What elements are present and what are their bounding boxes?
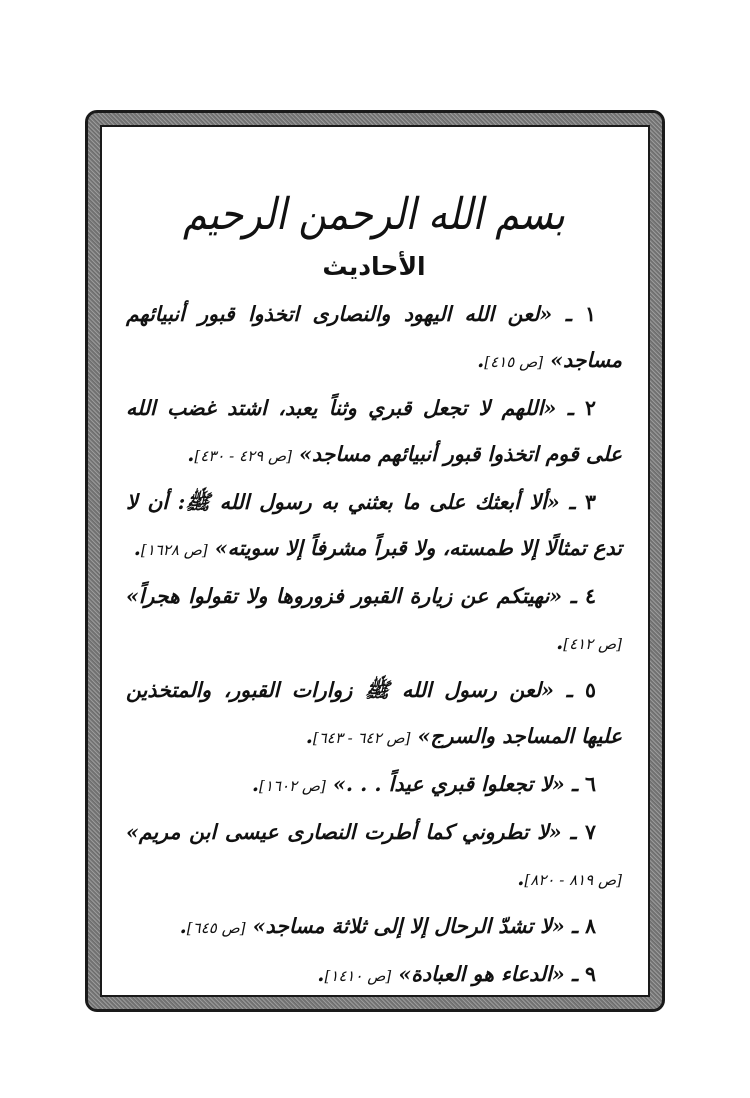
hadith-item (126, 479, 622, 573)
hadith-end: . (556, 630, 564, 654)
hadith-number: ٢ (584, 396, 596, 420)
hadith-item (126, 667, 622, 761)
hadith-end: . (179, 914, 187, 938)
hadith-reference: [ص ٤٢٩ - ٤٣٠] (194, 447, 292, 465)
hadith-number: ١ (585, 302, 597, 326)
page-content (126, 189, 622, 999)
hadith-item (126, 903, 622, 951)
hadith-reference: [ص ٤١٢] (563, 635, 622, 653)
basmala-heading: بسم الله الرحمن الرحيم (183, 188, 565, 240)
hadith-item (126, 291, 622, 385)
hadith-text: ـ «لا تجعلوا قبري عيداً . . .» (333, 772, 578, 796)
hadith-end: . (251, 772, 260, 796)
hadith-reference: [ص ٨١٩ - ٨٢٠] (524, 871, 622, 889)
hadith-number: ٨ (584, 914, 596, 938)
hadith-text: ـ «لعن الله اليهود والنصارى اتخذوا قبور أنبيائهم مساجد» (126, 302, 622, 372)
hadith-text: ـ «لا تشدّ الرحال إلا إلى ثلاثة مساجد» (252, 914, 578, 938)
hadith-reference: [ص ٦٤٥] (186, 919, 246, 937)
hadith-text: ـ «لا تطروني كما أطرت النصارى عيسى ابن مريم» (126, 820, 577, 844)
hadith-number: ٤ (584, 584, 596, 608)
hadith-end: . (317, 962, 325, 986)
hadith-item (126, 385, 622, 479)
hadith-number: ٥ (584, 678, 596, 702)
hadith-end: . (187, 442, 195, 466)
hadith-text: ـ «نهيتكم عن زيارة القبور فزوروها ولا تقولوا هجراً» (126, 584, 577, 608)
page-border (85, 110, 665, 1012)
hadith-reference: [ص ١٤١٠] (324, 967, 392, 985)
hadith-text: ـ «لعن رسول الله ﷺ زوارات القبور، والمتخذين عليها المساجد والسرج» (126, 678, 622, 748)
page-title: الأحاديث (322, 252, 426, 281)
hadith-end: . (477, 348, 485, 372)
hadith-end: . (133, 536, 141, 560)
hadith-item (126, 951, 622, 999)
hadith-item (126, 573, 622, 667)
hadith-reference: [ص ١٦٠٢] (259, 777, 326, 795)
hadith-text: ـ «اللهم لا تجعل قبري وثناً يعبد، اشتد غضب الله على قوم اتخذوا قبور أنبيائهم مساجد» (126, 396, 622, 466)
hadith-end: . (517, 866, 525, 890)
hadith-number: ٧ (584, 820, 596, 844)
hadith-reference: [ص ٦٤٢ - ٦٤٣] (312, 729, 411, 747)
hadith-number: ٦ (584, 772, 596, 796)
hadith-number: ٩ (584, 962, 596, 986)
hadith-item (126, 761, 622, 809)
hadith-reference: [ص ٤١٥] (484, 353, 544, 371)
hadith-number: ٣ (585, 490, 597, 514)
hadith-end: . (305, 724, 313, 748)
page-body (100, 125, 650, 997)
hadith-text: ـ «ألا أبعثك على ما بعثني به رسول الله ﷺ: أن لا تدع تمثالًا إلا طمسته، ولا قبراً مشرفاً إلا سويته» (126, 490, 622, 560)
hadith-text: ـ «الدعاء هو العبادة» (398, 962, 578, 986)
hadith-item (126, 809, 622, 903)
hadith-reference: [ص ١٦٢٨] (140, 541, 208, 559)
